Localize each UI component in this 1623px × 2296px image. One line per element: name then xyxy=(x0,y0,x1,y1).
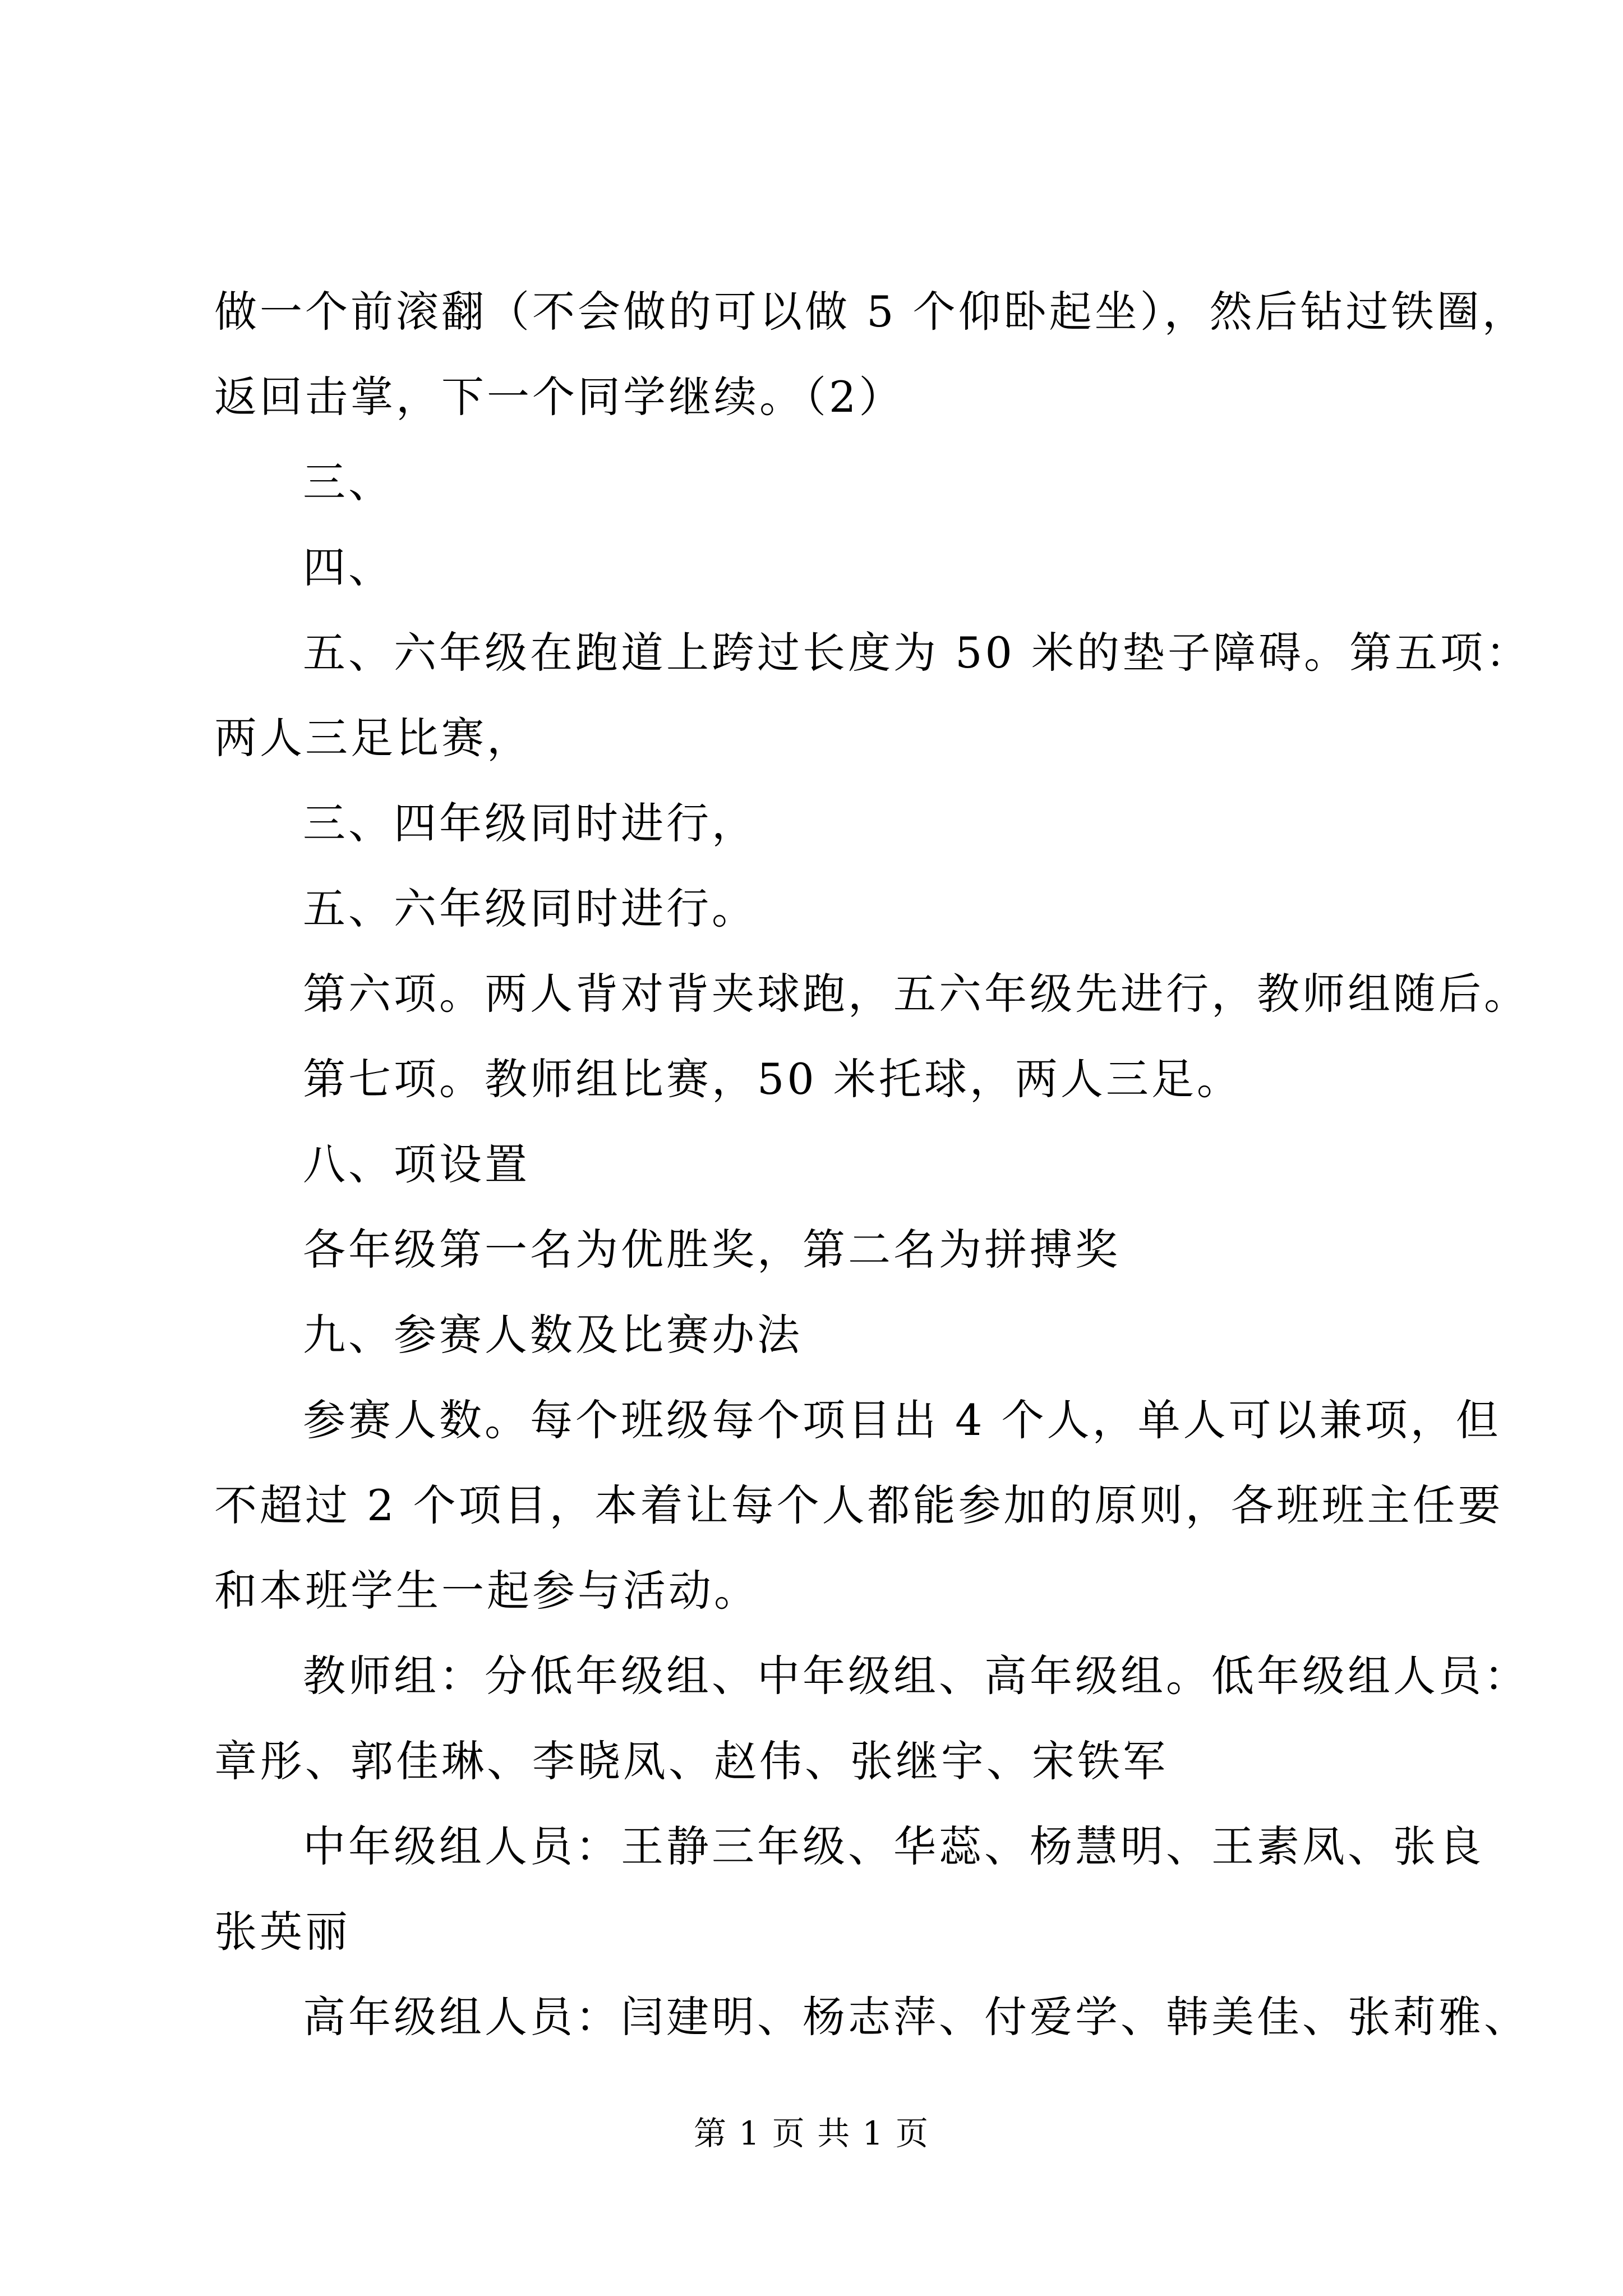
body-line: 五、六年级在跑道上跨过长度为 50 米的垫子障碍。第五项： xyxy=(303,628,1532,678)
body-line: 张英丽 xyxy=(214,1907,351,1957)
body-line: 三、 xyxy=(303,457,394,507)
body-line: 各年级第一名为优胜奖，第二名为拼搏奖 xyxy=(303,1225,1121,1274)
body-line: 两人三足比赛， xyxy=(214,713,532,763)
body-line: 五、六年级同时进行。 xyxy=(303,884,757,933)
body-line: 第六项。两人背对背夹球跑，五六年级先进行，教师组随后。 xyxy=(303,969,1529,1019)
section-heading: 九、参赛人数及比赛办法 xyxy=(303,1310,803,1360)
body-line: 参赛人数。每个班级每个项目出 4 个人，单人可以兼项，但 xyxy=(303,1395,1501,1445)
body-line: 章彤、郭佳琳、李晓凤、赵伟、张继宇、宋铁军 xyxy=(214,1736,1168,1786)
body-line: 四、 xyxy=(303,542,394,592)
body-line: 第七项。教师组比赛，50 米托球，两人三足。 xyxy=(303,1054,1242,1104)
section-heading: 八、项设置 xyxy=(303,1139,530,1189)
body-line: 高年级组人员：闫建明、杨志萍、付爱学、韩美佳、张莉雅、 xyxy=(303,1992,1529,2042)
document-body xyxy=(214,269,1532,2060)
body-line: 做一个前滚翻（不会做的可以做 5 个仰卧起坐），然后钻过铁圈， xyxy=(214,287,1528,337)
body-line: 不超过 2 个项目，本着让每个人都能参加的原则，各班班主任要 xyxy=(214,1480,1504,1530)
page-footer: 第 1 页 共 1 页 xyxy=(694,2114,929,2152)
body-line: 教师组：分低年级组、中年级组、高年级组。低年级组人员： xyxy=(303,1651,1529,1701)
body-line: 三、四年级同时进行， xyxy=(303,798,757,848)
body-line: 中年级组人员：王静三年级、华蕊、杨慧明、王素凤、张良 xyxy=(303,1821,1484,1871)
body-line: 和本班学生一起参与活动。 xyxy=(214,1566,759,1616)
body-line: 返回击掌，下一个同学继续。（2） xyxy=(214,372,905,422)
